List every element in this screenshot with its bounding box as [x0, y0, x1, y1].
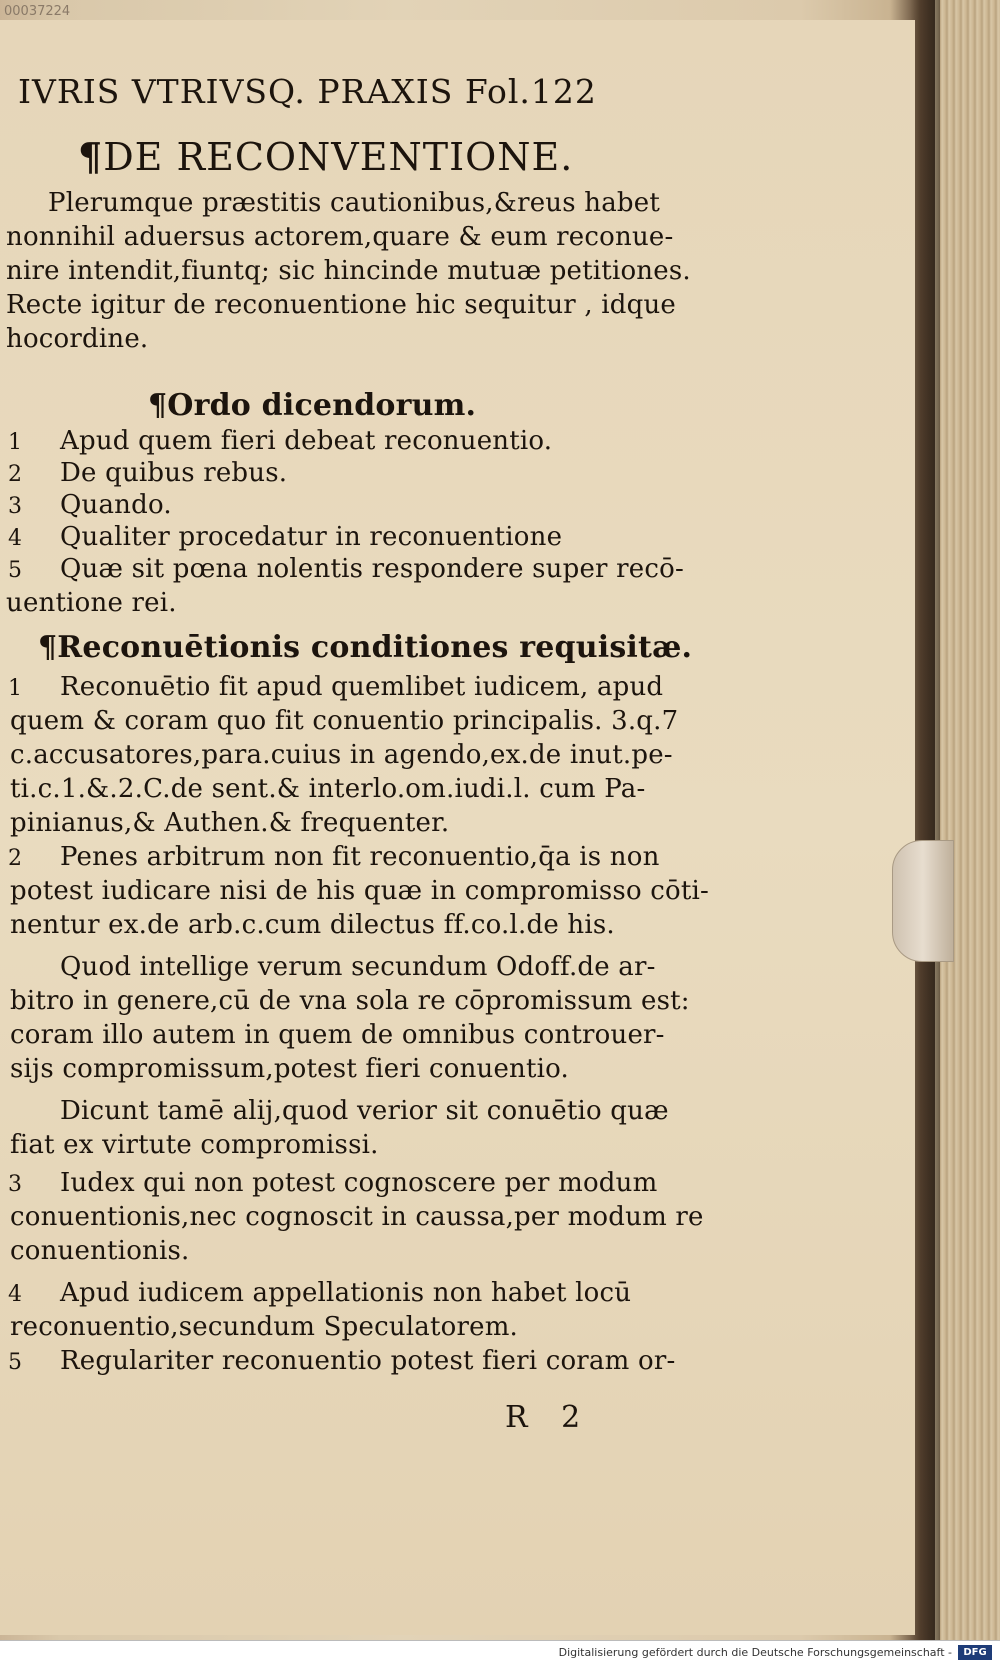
condition-line: fiat ex virtute compromissi. — [10, 1130, 379, 1160]
order-item-text: De quibus rebus. — [60, 458, 288, 488]
condition-line: c.accusatores,para.cuius in agendo,ex.de inut.pe- — [10, 740, 673, 770]
pilcrow-icon: ¶ — [78, 134, 104, 179]
order-item-number: 3 — [8, 494, 22, 519]
footer-bar — [0, 1640, 1000, 1666]
condition-number: 2 — [8, 846, 22, 871]
condition-line: Reconuētio fit apud quemlibet iudicem, apud — [60, 672, 664, 702]
order-item-continuation: uentione rei. — [6, 588, 177, 618]
condition-number: 1 — [8, 676, 22, 701]
order-item-text: Quando. — [60, 490, 172, 520]
condition-line: conuentionis,nec cognoscit in caussa,per modum re — [10, 1202, 704, 1232]
order-heading — [148, 388, 476, 423]
condition-line: bitro in genere,cū de vna sola re cōpromissum est: — [10, 986, 690, 1016]
order-item-number: 2 — [8, 462, 22, 487]
footer-text: Digitalisierung gefördert durch die Deutsche Forschungsgemeinschaft - — [558, 1646, 952, 1659]
conditions-heading-text: Reconuētionis conditiones requisitæ. — [57, 630, 693, 665]
condition-line: coram illo autem in quem de omnibus controuer- — [10, 1020, 665, 1050]
intro-line: Plerumque præstitis cautionibus,&reus habet — [48, 188, 660, 218]
dfg-logo-icon: DFG — [958, 1645, 992, 1660]
book-fore-edge — [935, 0, 1000, 1640]
condition-line: Dicunt tamē alij,quod verior sit conuētio quæ — [60, 1096, 669, 1126]
condition-line: nentur ex.de arb.c.cum dilectus ff.co.l.de his. — [10, 910, 615, 940]
running-head: IVRIS VTRIVSQ. PRAXIS Fol.122 — [18, 72, 597, 111]
conditions-heading — [38, 630, 692, 665]
intro-line: Recte igitur de reconuentione hic sequitur , idque — [6, 290, 677, 320]
page-clip — [892, 840, 954, 962]
pilcrow-icon: ¶ — [38, 630, 58, 665]
order-item-number: 1 — [8, 430, 22, 455]
condition-number: 5 — [8, 1350, 22, 1375]
condition-line: sijs compromissum,potest fieri conuentio. — [10, 1054, 570, 1084]
order-item-number: 5 — [8, 558, 22, 583]
order-heading-text: Ordo dicendorum. — [167, 388, 477, 423]
order-item-number: 4 — [8, 526, 22, 551]
condition-line: reconuentio,secundum Speculatorem. — [10, 1312, 519, 1342]
condition-number: 3 — [8, 1172, 22, 1197]
section-title-text: DE RECONVENTIONE. — [103, 135, 574, 179]
condition-line: quem & coram quo fit conuentio principalis. 3.q.7 — [10, 706, 679, 736]
section-title — [78, 134, 573, 179]
condition-line: Apud iudicem appellationis non habet locū — [60, 1278, 632, 1308]
condition-line: Penes arbitrum non fit reconuentio,q̄a is non — [60, 842, 660, 872]
condition-line: potest iudicare nisi de his quæ in compromisso cōti- — [10, 876, 710, 906]
condition-line: Iudex qui non potest cognoscere per modum — [60, 1168, 658, 1198]
intro-line: nonnihil aduersus actorem,quare & eum reconue- — [6, 222, 674, 252]
condition-line: Regulariter reconuentio potest fieri coram or- — [60, 1346, 676, 1376]
pilcrow-icon: ¶ — [148, 388, 168, 423]
scan-id: 00037224 — [4, 4, 71, 19]
condition-line: ti.c.1.&.2.C.de sent.& interlo.om.iudi.l. cum Pa- — [10, 774, 646, 804]
order-item-text: Qualiter procedatur in reconuentione — [60, 522, 563, 552]
intro-line: nire intendit,fiuntq; sic hincinde mutuæ petitiones. — [6, 256, 691, 286]
signature-mark: R 2 — [505, 1400, 593, 1435]
condition-number: 4 — [8, 1282, 22, 1307]
order-item-text: Apud quem fieri debeat reconuentio. — [60, 426, 553, 456]
condition-line: pinianus,& Authen.& frequenter. — [10, 808, 450, 838]
condition-line: conuentionis. — [10, 1236, 190, 1266]
intro-line: hocordine. — [6, 324, 149, 354]
order-item-text: Quæ sit pœna nolentis respondere super recō- — [60, 554, 684, 584]
condition-line: Quod intellige verum secundum Odoff.de ar- — [60, 952, 656, 982]
